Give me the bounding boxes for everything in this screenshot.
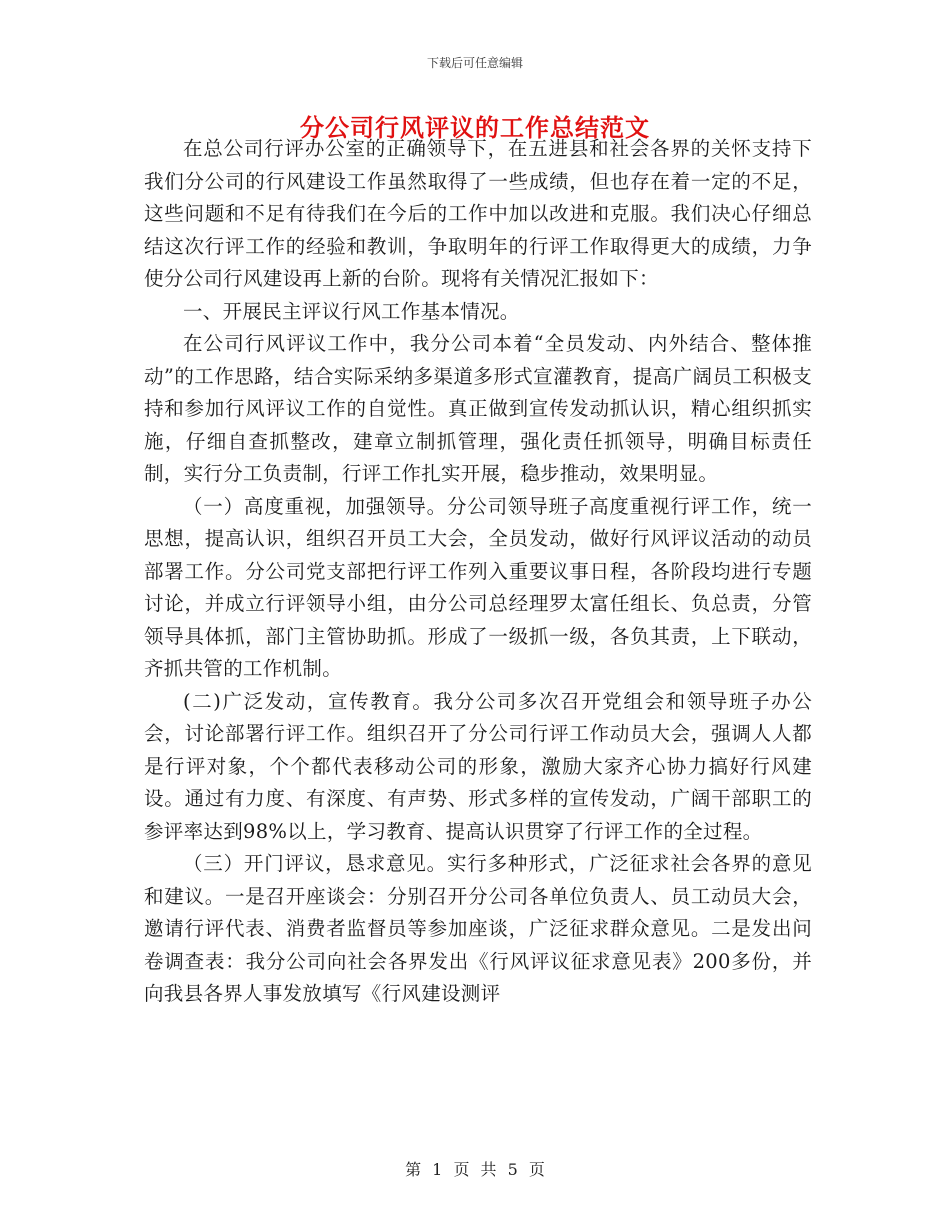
page-number: 第 1 页 共 5 页 <box>405 1160 545 1179</box>
section-heading-1: 一、开展民主评议行风工作基本情况。 <box>183 299 520 323</box>
paragraph-subsection-3: （三）开门评议，恳求意见。实行多种形式，广泛征求社会各界的意见和建议。一是召开座谈会：分别召开分公司各单位负责人、员工动员大会，邀请行评代表、消费者监督员等参加座谈，广泛征求群众意见。二是发出问卷调查表：我分公司向社会各界发出《行风评议征求意见表》200多份，并向我县各界人事发放填写《行风建设测评 <box>144 852 812 1005</box>
document-title: 分公司行风评议的工作总结范文 <box>300 113 650 142</box>
document-body <box>144 133 812 1011</box>
paragraph-section-1: 在公司行风评议工作中，我分公司本着“全员发动、内外结合、整体推动”的工作思路，结合实际采纳多渠道多形式宣灌教育，提高广阔员工积极支持和参加行风评议工作的自觉性。真正做到宣传发动抓认识，精心组织抓实施，仔细自查抓整改，建章立制抓管理，强化责任抓领导，明确目标责任制，实行分工负责制，行评工作扎实开展，稳步推动，效果明显。 <box>144 332 812 485</box>
paragraph-subsection-1: （一）高度重视，加强领导。分公司领导班子高度重视行评工作，统一思想，提高认识，组织召开员工大会，全员发动，做好行风评议活动的动员部署工作。分公司党支部把行评工作列入重要议事日程，各阶段均进行专题讨论，并成立行评领导小组，由分公司总经理罗太富任组长、负总责，分管领导具体抓，部门主管协助抓。形成了一级抓一级，各负其责，上下联动，齐抓共管的工作机制。 <box>144 494 812 680</box>
paragraph-intro: 在总公司行评办公室的正确领导下，在五进县和社会各界的关怀支持下我们分公司的行风建设工作虽然取得了一些成绩，但也存在着一定的不足，这些问题和不足有待我们在今后的工作中加以改进和克服。我们决心仔细总结这次行评工作的经验和教训，争取明年的行评工作取得更大的成绩，力争使分公司行风建设再上新的台阶。现将有关情况汇报如下： <box>144 137 812 290</box>
header-note: 下载后可任意编辑 <box>426 56 523 70</box>
paragraph-subsection-2: (二)广泛发动，宣传教育。我分公司多次召开党组会和领导班子办公会，讨论部署行评工作。组织召开了分公司行评工作动员大会，强调人人都是行评对象，个个都代表移动公司的形象，激励大家齐心协力搞好行风建设。通过有力度、有深度、有声势、形式多样的宣传发动，广阔干部职工的参评率达到98%以上，学习教育、提高认识贯穿了行评工作的全过程。 <box>144 689 812 843</box>
